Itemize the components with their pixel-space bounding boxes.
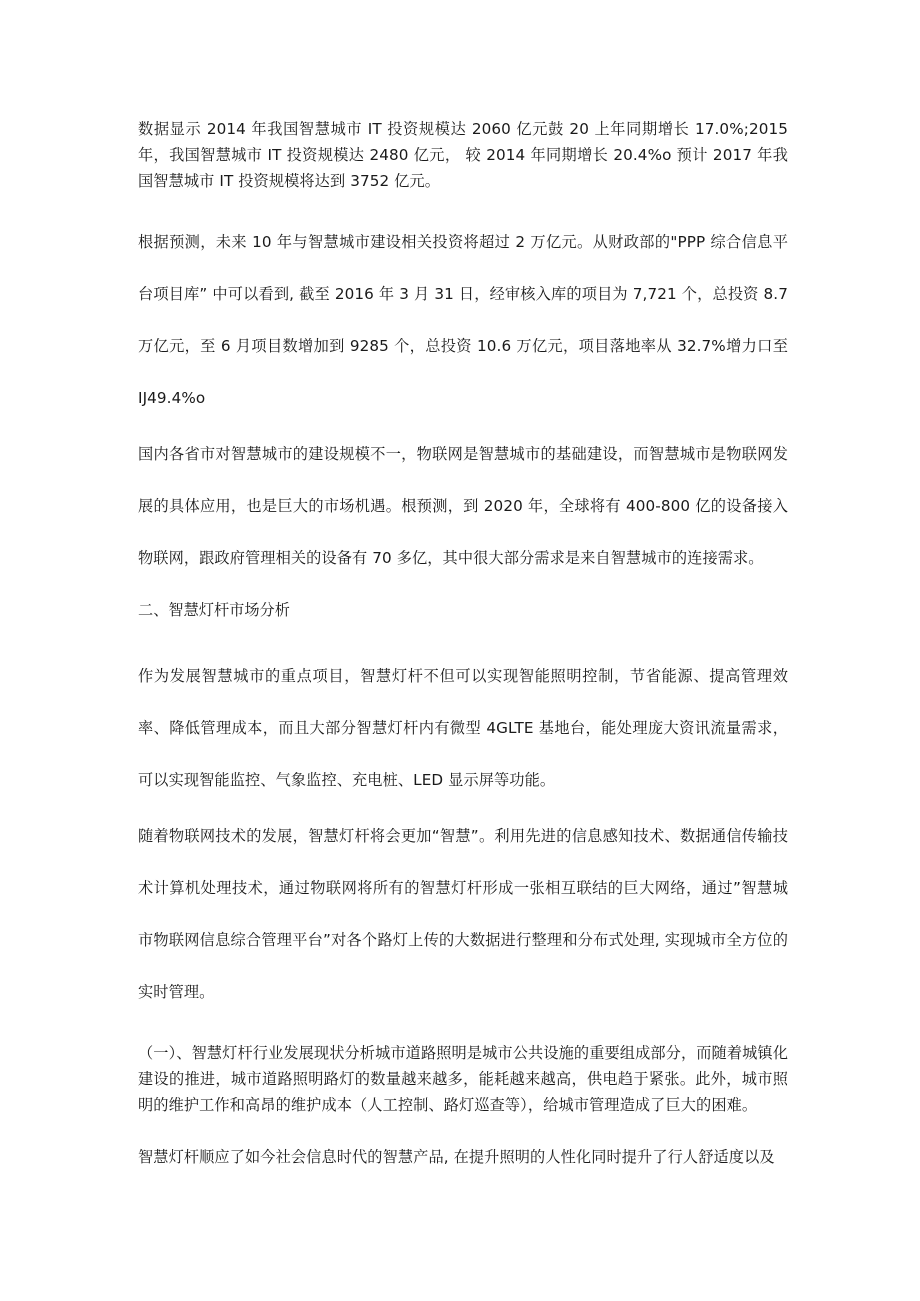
paragraph-smart-pole-product: 智慧灯杆顺应了如今社会信息时代的智慧产品, 在提升照明的人性化同时提升了行人舒适度以及	[138, 1148, 775, 1166]
section-heading: 二、智慧灯杆市场分析	[138, 601, 290, 619]
paragraph-investment-forecast: 根据预测，未来 10 年与智慧城市建设相关投资将超过 2 万亿元。从财政部的"PPP 综合信息平台项目库” 中可以看到, 截至 2016 年 3 月 31 日，经审核入库的项目为 7,721 个，总投资 8.7 万亿元，至 6 月项目数增加到 9285 个，总投资 10.6 万亿元，项目落地率从 32.7%增力口至 IJ49.4%o	[138, 233, 788, 407]
paragraph-iot-scale: 国内各省市对智慧城市的建设规模不一，物联网是智慧城市的基础建设，而智慧城市是物联网发展的具体应用，也是巨大的市场机遇。根预测，到 2020 年，全球将有 400-800 亿的设备接入物联网，跟政府管理相关的设备有 70 多亿，其中很大部分需求是来自智慧城市的连接需求。	[138, 445, 788, 567]
paragraph-investment-scale: 数据显示 2014 年我国智慧城市 IT 投资规模达 2060 亿元鼓 20 上年同期增长 17.0%;2015 年，我国智慧城市 IT 投资规模达 2480 亿元， 较 2014 年同期增长 20.4%o 预计 2017 年我国智慧城市 IT 投资规模将达到 3752 亿元。	[138, 120, 788, 190]
paragraph-smart-pole-iot: 随着物联网技术的发展，智慧灯杆将会更加“智慧”。利用先进的信息感知技术、数据通信传输技术计算机处理技术，通过物联网将所有的智慧灯杆形成一张相互联结的巨大网络，通过”智慧城市物联网信息综合管理平台”对各个路灯上传的大数据进行整理和分布式处理, 实现城市全方位的实时管理。	[138, 827, 788, 1001]
paragraph-smart-pole-value: 作为发展智慧城市的重点项目，智慧灯杆不但可以实现智能照明控制，节省能源、提高管理效率、降低管理成本，而且大部分智慧灯杆内有微型 4GLTE 基地台，能处理庞大资讯流量需求，可以实现智能监控、气象监控、充电桩、LED 显示屏等功能。	[138, 667, 788, 789]
paragraph-industry-status: （一）、智慧灯杆行业发展现状分析城市道路照明是城市公共设施的重要组成部分，而随着城镇化建设的推进，城市道路照明路灯的数量越来越多，能耗越来越高，供电趋于紧张。此外，城市照明的维护工作和高昂的维护成本（人工控制、路灯巡查等），给城市管理造成了巨大的困难。	[138, 1044, 788, 1114]
